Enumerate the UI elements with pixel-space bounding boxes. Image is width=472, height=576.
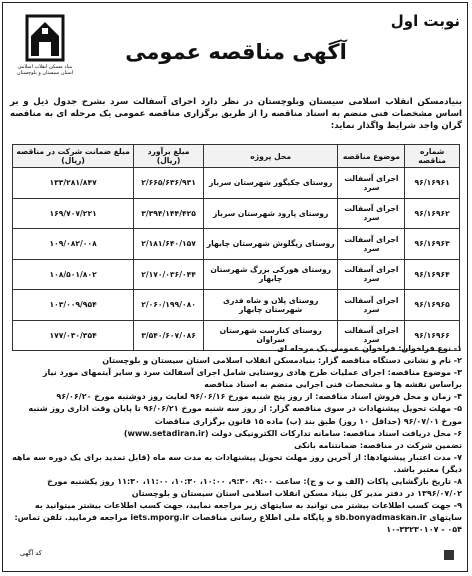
qr-code-icon: [444, 550, 454, 560]
estimated-amount: ۳/۳۹۴/۱۴۴/۴۲۵: [134, 198, 204, 229]
intro-paragraph: بنیادمسکن انقلاب اسلامی سیستان وبلوچستان در نظر دارد اجرای آسفالت سرد بشرح جدول ذیل و بر اساس مشخصات فنی منضم به اسناد مناقصه را از طریق برگزاری مناقصه عمومی یک مرحله ای به مناقصه گران واجد شرایط واگذار نماید:: [10, 97, 462, 131]
tender-subject: اجرای آسفالت سرد: [338, 229, 405, 260]
column-header: موضوع مناقصه: [338, 145, 405, 168]
estimated-amount: ۲/۱۸۱/۶۴۰/۱۵۷: [134, 229, 204, 260]
tender-number: ۹۶/۱۶۹۶۲: [405, 198, 460, 229]
header: [6, 8, 464, 88]
column-header: شماره مناقصه: [405, 145, 460, 168]
footer: [14, 548, 458, 562]
column-header: محل پروژه: [203, 145, 338, 168]
estimated-amount: ۲/۰۶۰/۱۹۹/۰۸۰: [134, 290, 204, 321]
column-header: مبلغ برآورد (ریال): [134, 145, 204, 168]
guarantee-amount: ۱۳۳/۲۸۱/۸۴۷: [13, 168, 134, 199]
project-location: روستای پارود شهرستان سرباز: [203, 198, 338, 229]
column-header: مبلغ ضمانت شرکت در مناقصه (ریال): [13, 145, 134, 168]
conditions-list: [10, 343, 462, 537]
table-row: [13, 198, 460, 229]
project-location: روستای پلان و شاه فدری شهرستان چابهار: [203, 290, 338, 321]
list-item: ۶- محل دریافت اسناد مناقصه: سامانه تدارکات الکترونیکی دولت (www.setadiran.ir): [123, 428, 462, 438]
estimated-amount: ۲/۶۶۵/۶۳۶/۹۳۱: [134, 168, 204, 199]
project-location: روستای هورکی بزرگ شهرستان چابهار: [203, 259, 338, 290]
estimated-amount: ۳/۵۴۰/۶۰۷/۰۸۶: [134, 320, 204, 351]
list-item: ۲- نام و نشانی دستگاه مناقصه گزار: بنیادمسکن انقلاب اسلامی استان سیستان و بلوچستان: [102, 356, 462, 366]
table-row: [13, 290, 460, 321]
table-header-row: [13, 145, 460, 168]
tender-table: [12, 144, 460, 351]
round-label: نوبت اول: [390, 12, 460, 30]
estimated-amount: ۲/۱۷۰/۰۳۶/۰۴۴: [134, 259, 204, 290]
tender-subject: اجرای آسفالت سرد: [338, 320, 405, 351]
guarantee-amount: ۱۷۷/۰۳۰/۳۵۴: [13, 320, 134, 351]
list-item: ۳- موضوع مناقصه: اجرای عملیات طرح هادی روستایی شامل اجرای آسفالت سرد و سایر آیتمهای مورد نیاز براساس نقشه ها و مشخصات فنی اجرایی منضم به اسناد مناقصه: [42, 368, 462, 390]
ad-code-label: کد آگهی: [20, 549, 42, 557]
project-location: روستای کنارست شهرستان سراوان: [203, 320, 338, 351]
list-item: ۵- مهلت تحویل پیشنهادات در سوی مناقصه گزار: از روز سه شنبه مورخ ۹۶/۰۶/۲۱ تا پایان وقت اداری روز شنبه مورخ ۹۶/۰۷/۰۱ (حداقل ۱۰ روز) طبق بند (ب) ماده ۱۵ قانون برگزاری مناقصات: [28, 404, 462, 426]
guarantee-amount: ۱۶۹/۷۰۷/۲۲۱: [13, 198, 134, 229]
tender-number: ۹۶/۱۶۹۶۵: [405, 290, 460, 321]
guarantee-amount: ۱۰۹/۰۸۲/۰۰۸: [13, 229, 134, 260]
tender-subject: اجرای آسفالت سرد: [338, 198, 405, 229]
tender-subject: اجرای آسفالت سرد: [338, 290, 405, 321]
list-item: ۹- جهت کسب اطلاعات بیشتر می توانید به سایتهای زیر مراجعه نمایید، جهت کسب اطلاعات بیشتر میتوانید به سایتهای sb.bonyadmaskan.ir و پایگاه ملی اطلاع رسانی مناقصات iets.mporg.ir مراجعه فرمایید. تلفن تماس: ۰۵۴ - ۳۳۲۳۰۱۰۷-۱۰: [14, 501, 462, 535]
house-emblem-icon: [21, 12, 69, 64]
project-location: روستای زیگلوش شهرستان چابهار: [203, 229, 338, 260]
project-location: روستای جکیگور شهرستان سرباز: [203, 168, 338, 199]
guarantee-amount: ۱۰۸/۵۰۱/۸۰۲: [13, 259, 134, 290]
list-item: ۸- تاریخ بازگشایی پاکات (الف و ب و ج): ساعت ۹:۰۰، ۹:۳۰، ۱۰:۰۰، ۱۰:۳۰، ۱۱:۰۰، ۱۱:۳۰ روز یکشنبه مورخ ۱۳۹۶/۰۷/۰۲ در دفتر مدیر کل بنیاد مسکن انقلاب اسلامی استان سیستان و بلوچستان: [47, 477, 462, 499]
tender-subject: اجرای آسفالت سرد: [338, 259, 405, 290]
organization-logo: [14, 12, 76, 88]
tender-number: ۹۶/۱۶۹۶۴: [405, 259, 460, 290]
list-item: ۷- مدت اعتبار پیشنهادها: از آخرین روز مهلت تحویل پیشنهادات به مدت سه ماه (قابل تمدید برای یک دوره سه ماهه دیگر) معتبر باشد.: [12, 452, 462, 474]
logo-caption: بنیاد مسکن انقلاب اسلامی استان سیستان و بلوچستان: [16, 64, 74, 76]
tender-subject: اجرای آسفالت سرد: [338, 168, 405, 199]
list-item: تضمین شرکت در مناقصه: ضمانتنامه بانکی: [294, 440, 462, 450]
tender-number: ۹۶/۱۶۹۶۱: [405, 168, 460, 199]
table-row: [13, 259, 460, 290]
list-item: ۱- نوع فراخوان: فراخوان عمومی یک مرحله ای: [277, 344, 462, 353]
table-row: [13, 229, 460, 260]
list-item: ۴- زمان و محل فروش اسناد مناقصه: از روز پنج شنبه مورخ ۹۶/۰۶/۱۶ لغایت روز دوشنبه مورخ ۹۶/۰۶/۲۰: [56, 392, 462, 402]
page-title: آگهی مناقصه عمومی: [125, 40, 347, 64]
tender-number: ۹۶/۱۶۹۶۶: [405, 320, 460, 351]
table-row: [13, 168, 460, 199]
tender-number: ۹۶/۱۶۹۶۳: [405, 229, 460, 260]
guarantee-amount: ۱۰۳/۰۰۹/۹۵۴: [13, 290, 134, 321]
